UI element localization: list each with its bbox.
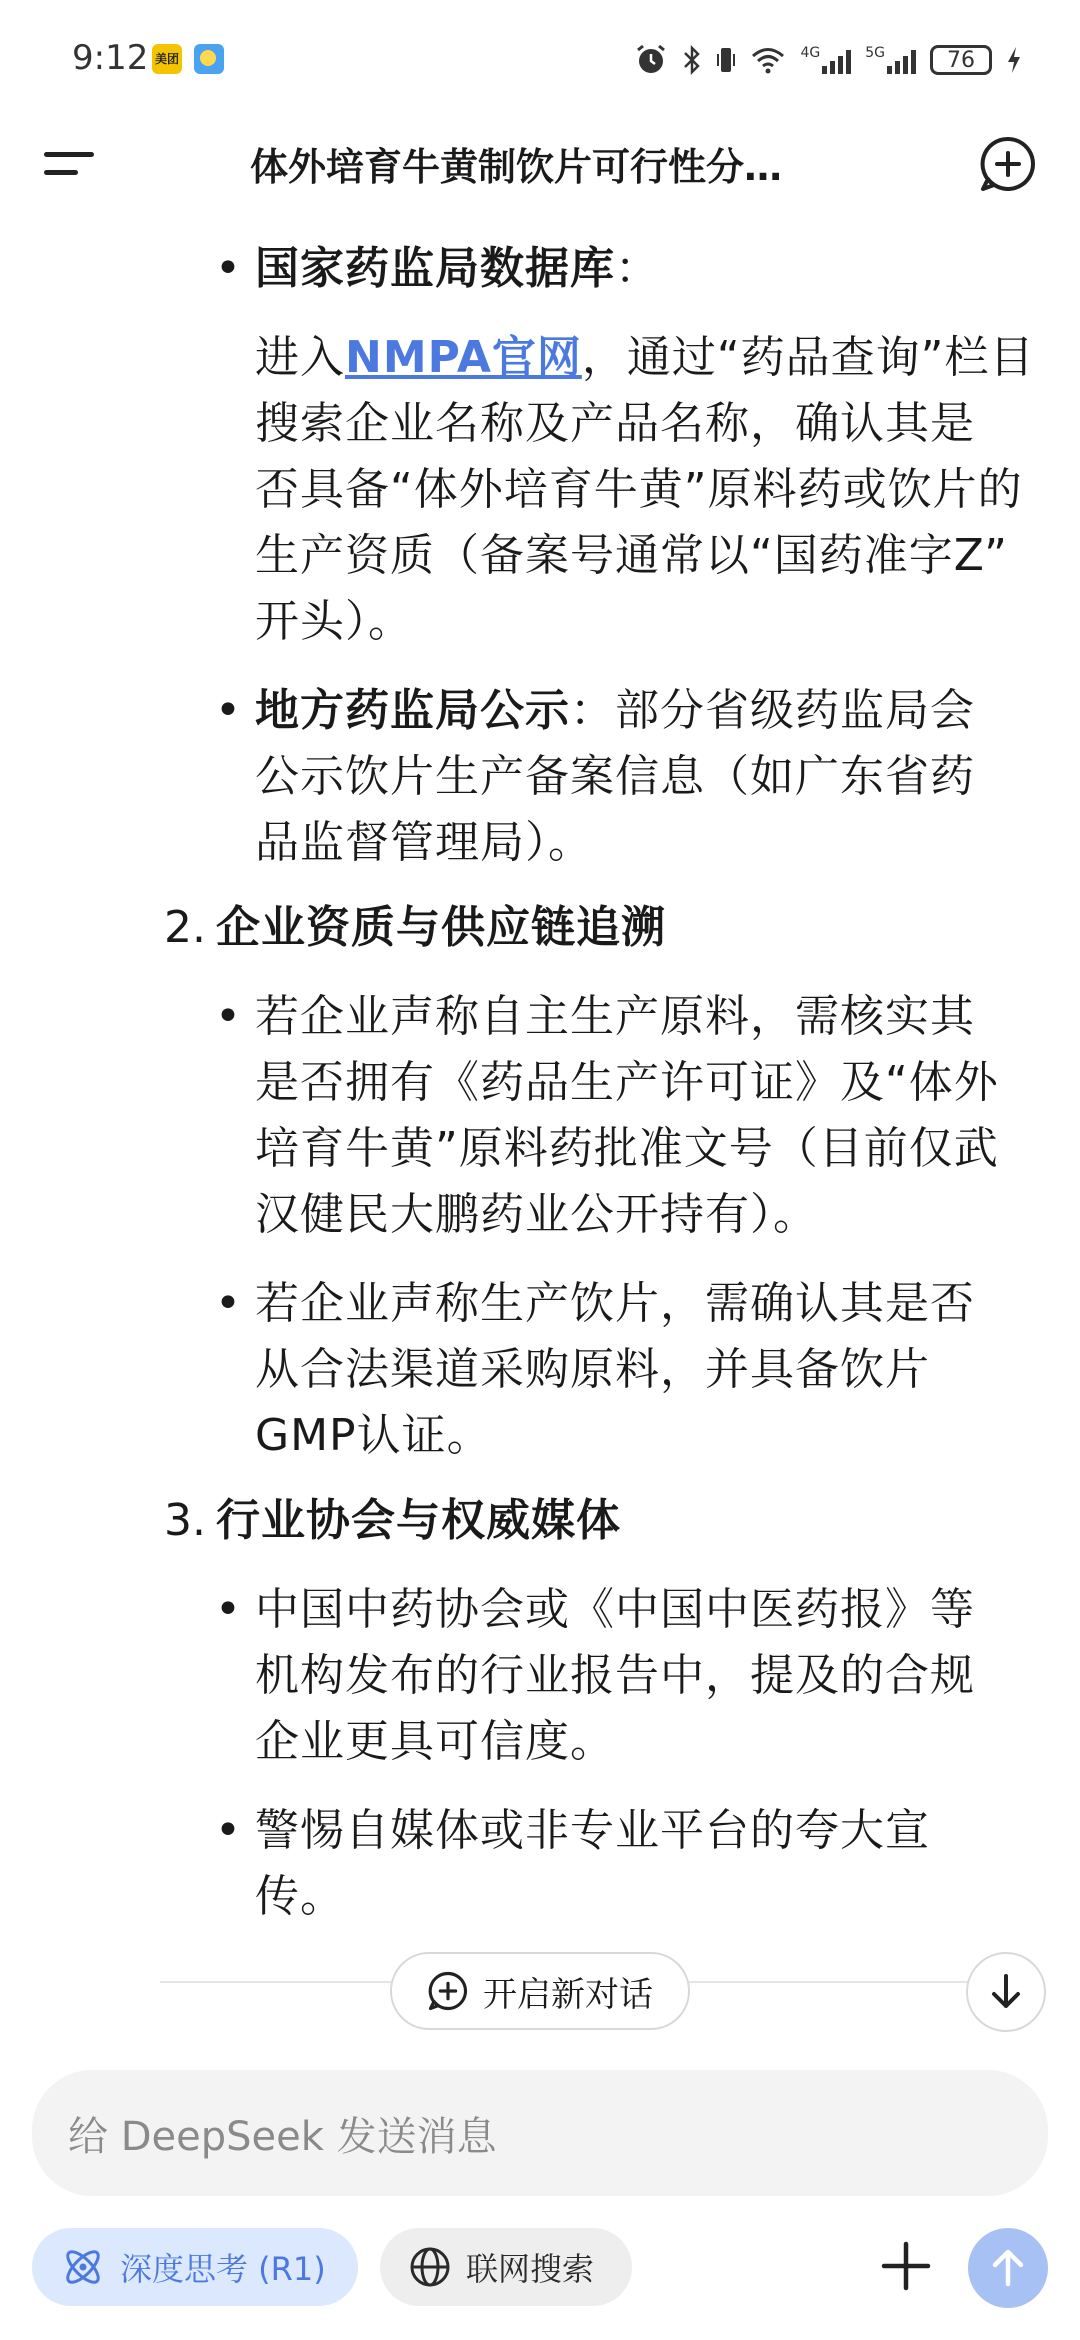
web-search-label: 联网搜索 — [466, 2250, 595, 2288]
nmpa-colon: ： — [615, 243, 660, 294]
nmpa-link[interactable]: NMPA官网 — [345, 332, 582, 383]
bullet-marker: • — [215, 1805, 241, 1856]
s2-b2-line-3: GMP认证。 — [255, 1410, 492, 1461]
nmpa-heading — [255, 236, 660, 302]
status-bar — [0, 0, 1080, 120]
s2-b1-line-1: 若企业声称自主生产原料，需核实其 — [255, 991, 975, 1042]
alarm-icon — [634, 43, 668, 77]
chat-response — [0, 210, 1080, 1940]
section-2-number: 2. — [164, 902, 206, 953]
send-button[interactable] — [968, 2228, 1048, 2308]
section-2-title: 企业资质与供应链追溯 — [216, 902, 666, 953]
s2-b2-line-1: 若企业声称生产饮片，需确认其是否 — [255, 1278, 975, 1329]
s3-b2-line-1: 警惕自媒体或非专业平台的夸大宣 — [255, 1805, 930, 1856]
new-chat-icon — [978, 134, 1038, 194]
weather-icon — [194, 44, 224, 74]
bullet-marker: • — [215, 1278, 241, 1329]
s3-b1-line-2: 机构发布的行业报告中，提及的合规 — [255, 1650, 975, 1701]
scroll-to-bottom-button[interactable] — [966, 1952, 1046, 2032]
local-line-2: 公示饮片生产备案信息（如广东省药 — [255, 751, 975, 802]
bullet-marker: • — [215, 685, 241, 736]
charging-icon — [1006, 45, 1022, 75]
section-3-number: 3. — [164, 1495, 206, 1546]
status-time: 9:12 — [72, 38, 149, 78]
plus-icon — [872, 2232, 940, 2300]
s2-b1-line-2: 是否拥有《药品生产许可证》及“体外 — [255, 1057, 999, 1108]
local-label: 地方药监局公示 — [255, 685, 570, 736]
section-3-title: 行业协会与权威媒体 — [216, 1495, 621, 1546]
wifi-icon — [750, 45, 786, 75]
bullet-marker: • — [215, 991, 241, 1042]
s2-b1-line-3: 培育牛黄”原料药批准文号（目前仅武 — [255, 1123, 999, 1174]
web-search-toggle[interactable] — [380, 2228, 632, 2306]
deep-think-label: 深度思考 (R1) — [120, 2250, 326, 2288]
attach-button[interactable] — [872, 2232, 940, 2300]
top-bar — [0, 120, 1080, 210]
message-input[interactable]: 给 DeepSeek 发送消息 — [32, 2070, 1048, 2196]
bullet-marker: • — [215, 243, 241, 294]
menu-button[interactable] — [40, 140, 100, 190]
arrow-down-icon — [986, 1972, 1026, 2012]
s3-b1-line-3: 企业更具可信度。 — [255, 1716, 615, 1767]
nmpa-line-5: 开头）。 — [255, 596, 413, 647]
signal-4g-icon: 4G — [800, 46, 851, 74]
signal-5g-icon: 5G — [865, 46, 916, 74]
nmpa-line-4: 生产资质（备案号通常以“国药准字Z” — [255, 530, 1008, 581]
new-dialog-button[interactable] — [390, 1952, 690, 2030]
nmpa-line1-rest: ，通过“药品查询”栏目 — [581, 332, 1035, 383]
nmpa-label: 国家药监局数据库 — [255, 243, 615, 294]
bluetooth-icon — [682, 44, 702, 76]
s2-b2-line-2: 从合法渠道采购原料，并具备饮片 — [255, 1344, 930, 1395]
s2-b1-line-4: 汉健民大鹏药业公开持有）。 — [255, 1189, 818, 1240]
s3-b2-line-2: 传。 — [255, 1871, 345, 1922]
nmpa-line-1 — [255, 325, 1034, 391]
nmpa-line-2: 搜索企业名称及产品名称，确认其是 — [255, 398, 975, 449]
new-chat-button[interactable] — [978, 134, 1038, 194]
nmpa-line-3: 否具备“体外培育牛黄”原料药或饮片的 — [255, 464, 1023, 515]
arrow-up-icon — [986, 2246, 1030, 2290]
meituan-icon: 美团 — [152, 44, 182, 74]
battery-icon: 76 — [930, 45, 992, 75]
local-line-3: 品监督管理局）。 — [255, 817, 593, 868]
bullet-marker: • — [215, 1584, 241, 1635]
s3-b1-line-1: 中国中药协会或《中国中医药报》等 — [255, 1584, 975, 1635]
local-line-1 — [255, 678, 975, 744]
nmpa-pre-link: 进入 — [255, 332, 345, 383]
local-line1-rest: ：部分省级药监局会 — [570, 685, 975, 736]
page-title: 体外培育牛黄制饮片可行性分… — [250, 145, 783, 189]
new-chat-icon — [427, 1970, 469, 2012]
globe-icon — [408, 2245, 452, 2289]
deep-think-toggle[interactable] — [32, 2228, 358, 2306]
vibrate-icon — [716, 44, 736, 76]
new-dialog-label: 开启新对话 — [483, 1974, 653, 2015]
status-icons — [634, 40, 1022, 80]
atom-icon — [60, 2244, 106, 2290]
